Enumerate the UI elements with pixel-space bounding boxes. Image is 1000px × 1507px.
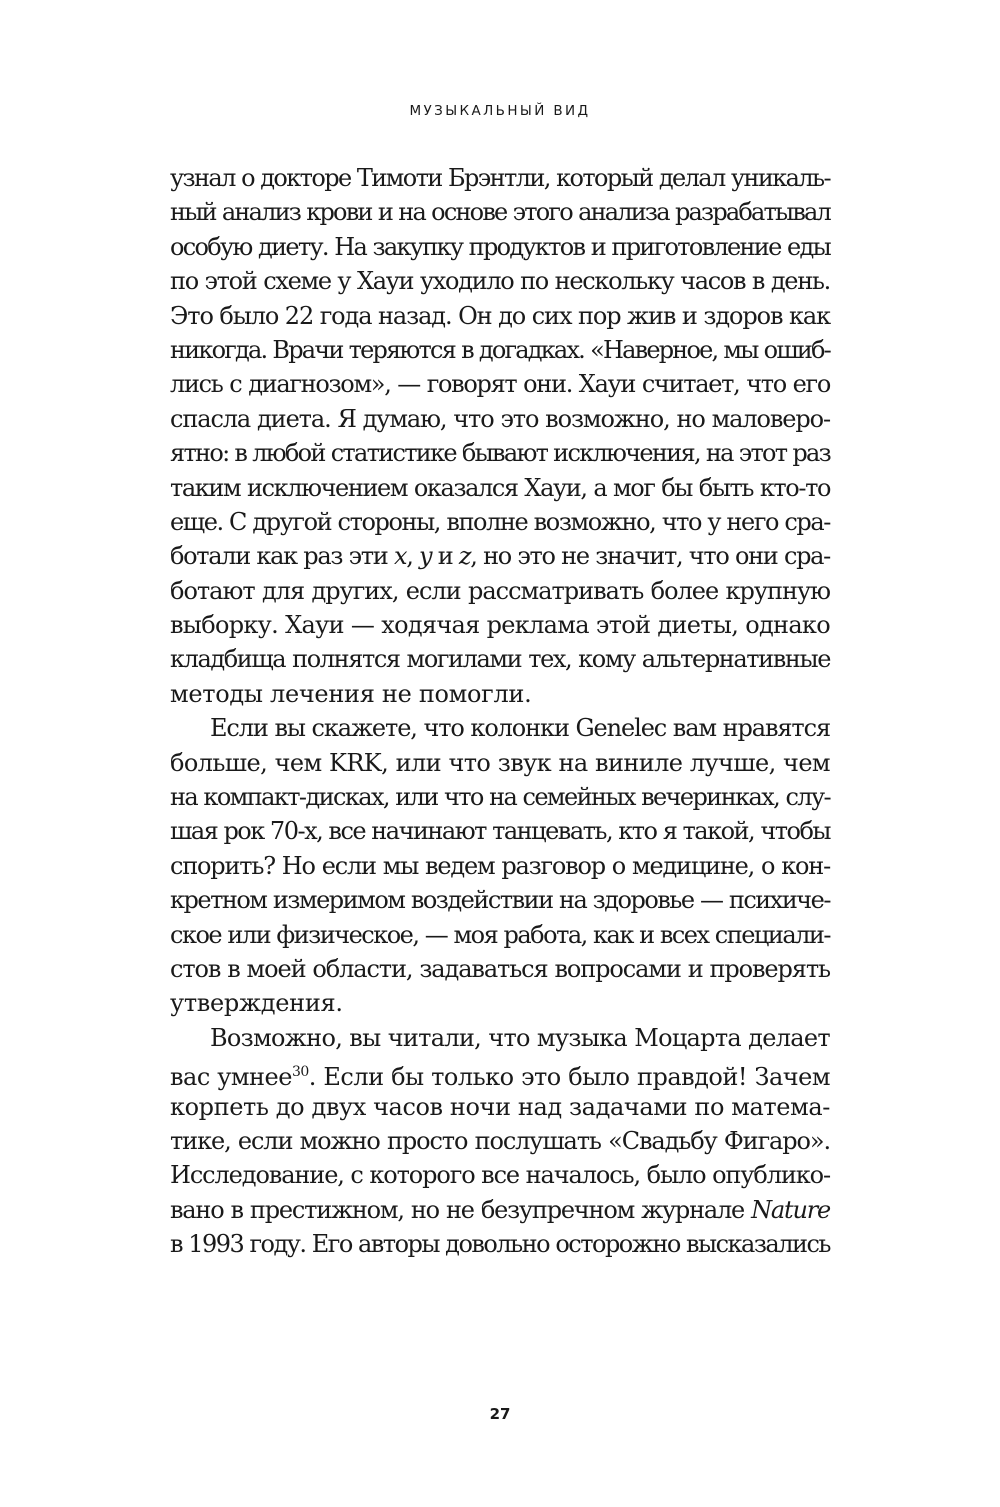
footnote-ref[interactable]: 30 [291, 1064, 309, 1081]
text-line: Исследование, с которого все началось, было опублико- [170, 1161, 830, 1190]
text-line: спорить? Но если мы ведем разговор о медицине, о кон- [170, 851, 830, 880]
text-line: спасла диета. Я думаю, что это возможно, но маловеро- [170, 404, 830, 433]
text-line: ный анализ крови и на основе этого анализа разрабатывал [170, 198, 830, 227]
text-line: никогда. Врачи теряются в догадках. «Наверное, мы ошиб- [170, 335, 830, 364]
text-line: по этой схеме у Хауи уходило по нескольку часов в день. [170, 267, 830, 296]
text-line-with-variables [170, 539, 830, 573]
text-line: ятно: в любой статистике бывают исключения, на этот раз [170, 439, 830, 468]
text-run: ботали как раз эти [170, 542, 394, 571]
running-head: МУЗЫКАЛЬНЫЙ ВИД [409, 103, 591, 119]
text-line: особую диету. На закупку продуктов и приготовление еды [170, 232, 830, 261]
text-run: вас умнее [170, 1063, 292, 1092]
text-line: Если вы скажете, что колонки Genelec вам нравятся [210, 714, 830, 743]
text-line: стов в моей области, задаваться вопросами и проверять [170, 954, 830, 983]
text-line: корпеть до двух часов ночи над задачами по матема- [170, 1092, 830, 1121]
text-run: , но это не значит, что они сра- [470, 542, 830, 571]
text-run: . Если бы только это было правдой! Зачем [308, 1063, 830, 1092]
text-line: еще. С другой стороны, вполне возможно, что у него сра- [170, 507, 830, 536]
body-text [170, 161, 830, 1262]
text-run: , [406, 542, 419, 571]
text-line: утверждения. [170, 989, 343, 1018]
text-line: кретном измеримом воздействии на здоровье — психиче- [170, 886, 830, 915]
text-line: кладбища полнятся могилами тех, кому альтернативные [170, 645, 830, 674]
text-line-with-italic [170, 1193, 830, 1227]
page-number: 27 [489, 1405, 511, 1423]
text-line: лись с диагнозом», — говорят они. Хауи считает, что его [170, 370, 830, 399]
journal-title: Nature [751, 1195, 830, 1224]
text-line: ботают для других, если рассматривать более крупную [170, 576, 830, 605]
paragraph [170, 1021, 830, 1262]
text-line: Возможно, вы читали, что музыка Моцарта делает [210, 1023, 830, 1052]
paragraph [170, 711, 830, 1021]
text-line: таким исключением оказался Хауи, а мог бы быть кто-то [170, 473, 830, 502]
text-line: Это было 22 года назад. Он до сих пор жив и здоров как [170, 301, 830, 330]
text-line: выборку. Хауи — ходячая реклама этой диеты, однако [170, 611, 830, 640]
paragraph [170, 161, 830, 711]
text-line: больше, чем KRK, или что звук на виниле лучше, чем [170, 748, 830, 777]
italic-variable: x [393, 542, 407, 571]
text-line: шая рок 70-х, все начинают танцевать, кто я такой, чтобы [170, 817, 830, 846]
italic-variable: z [458, 542, 471, 571]
text-line: ское или физическое, — моя работа, как и всех специали- [170, 920, 830, 949]
text-line: методы лечения не помогли. [170, 679, 532, 708]
text-line: тике, если можно просто послушать «Свадьбу Фигаро». [170, 1126, 830, 1155]
italic-variable: y [419, 542, 432, 571]
text-line: узнал о докторе Тимоти Брэнтли, который делал уникаль- [170, 164, 830, 192]
text-run: и [431, 542, 459, 571]
text-line: на компакт-дисках, или что на семейных вечеринках, слу- [170, 783, 830, 812]
text-line: в 1993 году. Его авторы довольно осторожно высказались [170, 1230, 830, 1259]
text-line-with-footnote [170, 1055, 830, 1092]
text-run: вано в престижном, но не безупречном журнале [170, 1195, 752, 1224]
